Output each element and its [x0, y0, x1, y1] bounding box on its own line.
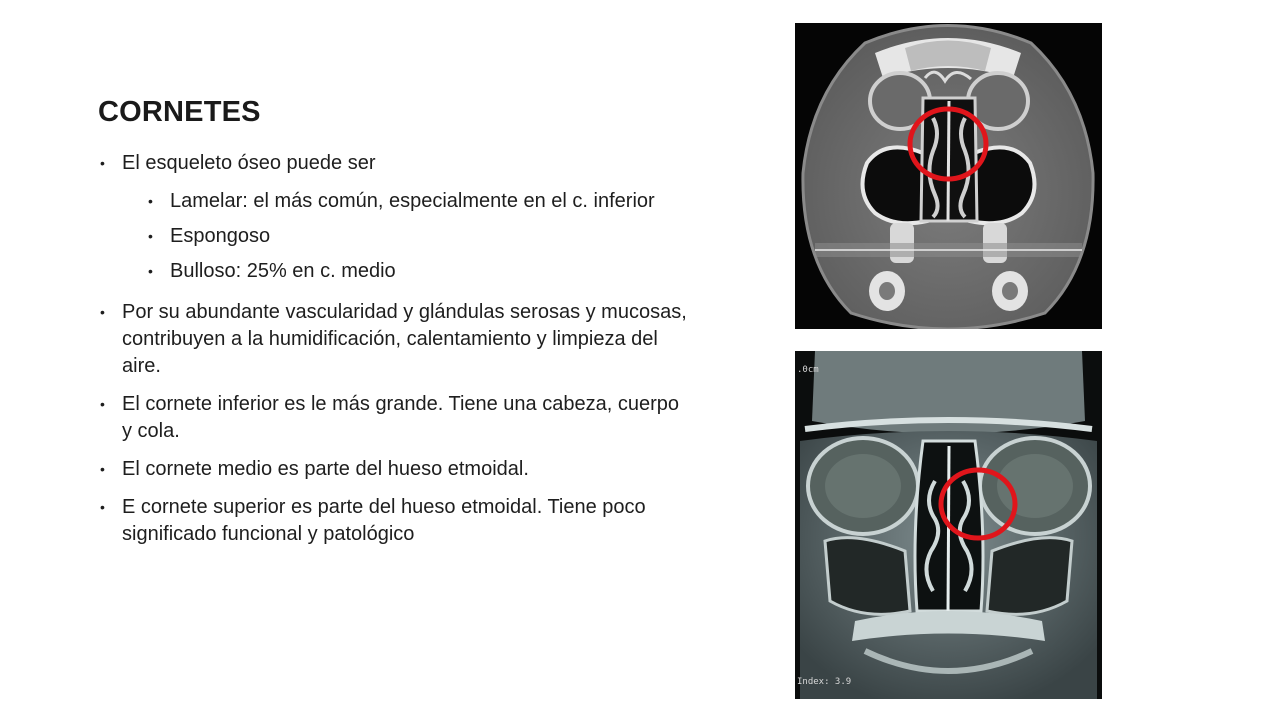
- bullet-item: [98, 391, 688, 445]
- sub-bullet-item: [98, 258, 688, 285]
- bullet-item: [98, 299, 688, 380]
- bullet-dot-icon: •: [100, 499, 105, 515]
- bullet-dot-icon: •: [148, 193, 153, 209]
- bullet-text: Bulloso: 25% en c. medio: [170, 260, 396, 282]
- bullet-dot-icon: •: [100, 155, 105, 171]
- bullet-dot-icon: •: [100, 304, 105, 320]
- bullet-text: Por su abundante vascularidad y glándulas serosas y mucosas, contribuyen a la humidificación, calentamiento y limpieza del aire.: [122, 301, 687, 377]
- bullet-text: El esqueleto óseo puede ser: [122, 152, 376, 174]
- sub-bullet-item: [98, 188, 688, 215]
- bullet-text: E cornete superior es parte del hueso etmoidal. Tiene poco significado funcional y patológico: [122, 496, 646, 545]
- bullet-dot-icon: •: [148, 263, 153, 279]
- bullet-list: [98, 150, 688, 559]
- coronal-ct-image: [795, 351, 1102, 699]
- coronal-ct-drawing: [795, 351, 1102, 699]
- bullet-text: Lamelar: el más común, especialmente en el c. inferior: [170, 190, 655, 212]
- sub-bullet-item: [98, 223, 688, 250]
- bullet-dot-icon: •: [100, 396, 105, 412]
- index-label: Index: 3.9: [797, 677, 852, 687]
- bullet-dot-icon: •: [100, 461, 105, 477]
- bullet-dot-icon: •: [148, 228, 153, 244]
- bullet-item: [98, 494, 688, 548]
- bullet-item: [98, 456, 688, 483]
- axial-ct-drawing: [795, 23, 1102, 329]
- bullet-text: El cornete inferior es le más grande. Tiene una cabeza, cuerpo y cola.: [122, 393, 679, 442]
- bullet-text: El cornete medio es parte del hueso etmoidal.: [122, 458, 529, 480]
- scale-label: .0cm: [797, 365, 819, 375]
- axial-ct-image: [795, 23, 1102, 329]
- bullet-item: [98, 150, 688, 177]
- bullet-text: Espongoso: [170, 225, 271, 247]
- slide-title: CORNETES: [98, 96, 261, 128]
